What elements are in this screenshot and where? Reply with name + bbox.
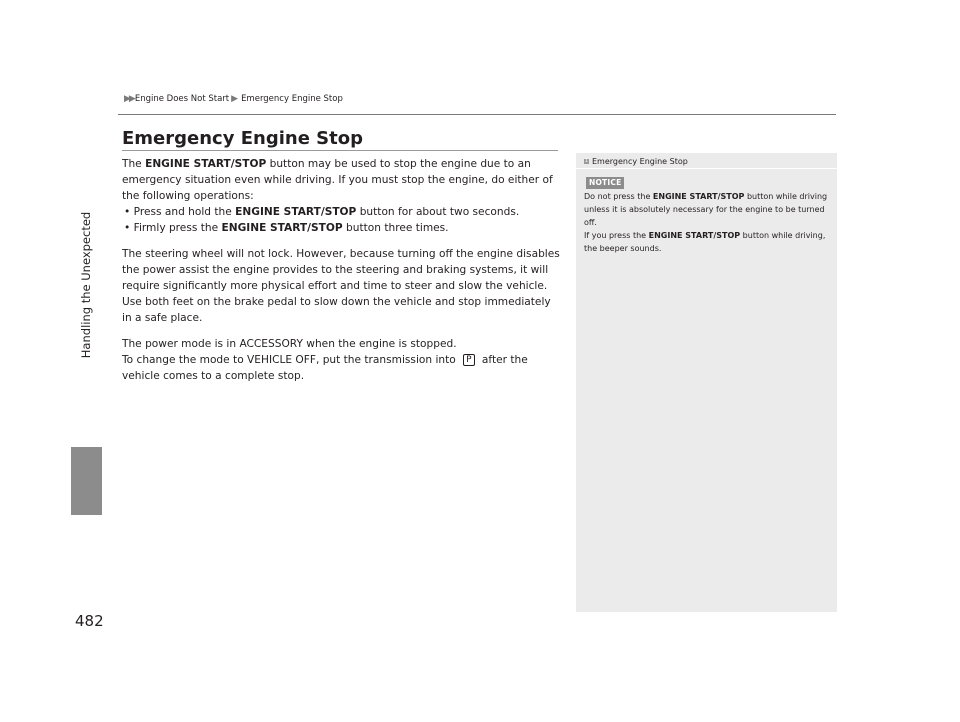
sidebar-heading: 1 Emergency Engine Stop bbox=[584, 157, 688, 166]
page-number: 482 bbox=[75, 612, 104, 630]
title-divider bbox=[122, 150, 558, 151]
section-title: Emergency Engine Stop bbox=[122, 128, 363, 149]
power-mode-line: The power mode is in ACCESSORY when the engine is stopped. bbox=[122, 338, 457, 350]
sidebar-text bbox=[584, 190, 832, 255]
park-position-icon: P bbox=[463, 354, 474, 366]
breadcrumb-item-emergency-engine-stop[interactable]: Emergency Engine Stop bbox=[241, 94, 343, 104]
side-chapter-tab bbox=[71, 447, 102, 515]
vehicle-off-paragraph: To change the mode to VEHICLE OFF, put the transmission into P after the vehicle comes to a complete stop. bbox=[122, 354, 528, 382]
steering-paragraph: The steering wheel will not lock. However, because turning off the engine disables the power assist the engine provides to the steering and braking systems, it will require significantly more physical effort and time to steer and slow the vehicle. Use both feet on the brake pedal to slow down the vehicle and stop immediately in a safe place. bbox=[122, 248, 560, 324]
sidebar-divider bbox=[576, 168, 837, 169]
list-item: • Firmly press the ENGINE START/STOP button three times. bbox=[124, 222, 449, 234]
reference-icon: 1 bbox=[584, 158, 589, 164]
breadcrumb bbox=[124, 94, 343, 104]
operations-list bbox=[122, 204, 560, 236]
list-item: • Press and hold the ENGINE START/STOP button for about two seconds. bbox=[124, 206, 520, 218]
beeper-text: If you press the ENGINE START/STOP button while driving, the beeper sounds. bbox=[584, 231, 826, 253]
notice-badge: NOTICE bbox=[586, 177, 624, 189]
intro-paragraph: The ENGINE START/STOP button may be used to stop the engine due to an emergency situation even while driving. If you must stop the engine, do either of the following operations: bbox=[122, 158, 553, 202]
double-arrow-icon: ▶▶ bbox=[124, 94, 134, 104]
header-divider bbox=[118, 114, 836, 115]
breadcrumb-item-engine-does-not-start[interactable]: Engine Does Not Start bbox=[134, 94, 230, 104]
notice-text: Do not press the ENGINE START/STOP button while driving unless it is absolutely necessary for the engine to be turned off. bbox=[584, 192, 828, 227]
side-chapter-title: Handling the Unexpected bbox=[79, 211, 94, 359]
arrow-icon: ▶ bbox=[231, 94, 239, 104]
main-text bbox=[122, 156, 560, 384]
sidebar-note-panel bbox=[576, 153, 837, 612]
